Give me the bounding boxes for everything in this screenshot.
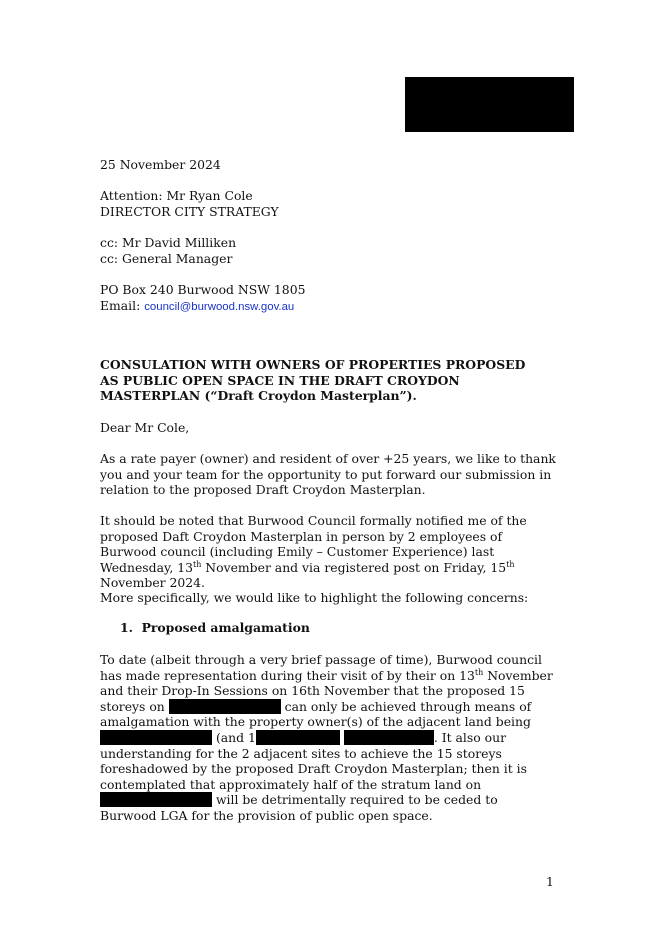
redacted-address bbox=[100, 730, 212, 745]
salutation: Dear Mr Cole, bbox=[100, 420, 190, 435]
ordinal-suffix: th bbox=[506, 559, 515, 569]
paragraph-amalgamation-text-d: (and 1 bbox=[212, 729, 256, 745]
paragraph-notification-text-b: November and via registered post on Friday, 15 bbox=[201, 559, 507, 575]
paragraph-notification-text-c: November 2024. bbox=[100, 575, 205, 591]
redacted-address bbox=[100, 792, 212, 807]
paragraph-notification bbox=[100, 513, 546, 591]
address-block bbox=[100, 282, 560, 315]
email-line bbox=[100, 298, 560, 316]
recipient-block bbox=[100, 188, 560, 219]
redacted-address bbox=[344, 730, 434, 745]
recipient-position: DIRECTOR CITY STRATEGY bbox=[100, 203, 279, 219]
paragraph-amalgamation-text-f: will be detrimentally required to be ceded to Burwood LGA for the provision of public open space. bbox=[100, 792, 498, 823]
paragraph-amalgamation bbox=[100, 652, 558, 824]
heading-proposed-amalgamation: 1. Proposed amalgamation bbox=[120, 620, 310, 635]
redacted-header-block bbox=[405, 77, 574, 132]
subject-line: CONSULATION WITH OWNERS OF PROPERTIES PROPOSED AS PUBLIC OPEN SPACE IN THE DRAFT CROYDON MASTERPLAN (“Draft Croydon Masterplan”). bbox=[100, 357, 526, 404]
cc-block bbox=[100, 235, 560, 266]
cc-line-1: cc: Mr David Milliken bbox=[100, 235, 237, 250]
email-link[interactable]: council@burwood.nsw.gov.au bbox=[144, 300, 295, 313]
ordinal-suffix: th bbox=[192, 559, 202, 569]
letter-date: 25 November 2024 bbox=[100, 157, 221, 172]
cc-line-2: cc: General Manager bbox=[100, 250, 233, 266]
paragraph-amalgamation-text-e: . It also our understanding for the 2 adjacent sites to achieve the 15 storeys foreshadowed by the proposed Draft Croydon Masterplan; then it is contemplated that approximately half of the stratum land on bbox=[100, 729, 527, 792]
paragraph-intro: As a rate payer (owner) and resident of over +25 years, we like to thank you and your team for the opportunity to put forward our submission in relation to the proposed Draft Croydon Masterplan. bbox=[100, 451, 556, 498]
paragraph-concerns: More specifically, we would like to highlight the following concerns: bbox=[100, 590, 529, 605]
paragraph-amalgamation-text-c: can only be achieved through means of amalgamation with the property owner(s) of the adjacent land being bbox=[100, 698, 532, 730]
page-number: 1 bbox=[546, 874, 554, 889]
postal-address: PO Box 240 Burwood NSW 1805 bbox=[100, 282, 306, 297]
redacted-address bbox=[256, 730, 340, 745]
redacted-address bbox=[169, 699, 281, 714]
paragraph-amalgamation-text-b: November and their Drop-In Sessions on 16th November that the proposed 15 storeys on bbox=[100, 667, 553, 714]
paragraph-amalgamation-text-a: To date (albeit through a very brief passage of time), Burwood council has made representation during their visit of by their on 13 bbox=[100, 652, 542, 683]
paragraph-notification-text-a: It should be noted that Burwood Council formally notified me of the proposed Daft Croydon Masterplan in person by 2 employees of Burwood council (including Emily – Customer Experience) last Wednesday, 13 bbox=[100, 513, 527, 575]
email-label: Email: bbox=[100, 297, 145, 313]
attention-line: Attention: Mr Ryan Cole bbox=[100, 188, 253, 203]
ordinal-suffix: th bbox=[474, 667, 484, 677]
